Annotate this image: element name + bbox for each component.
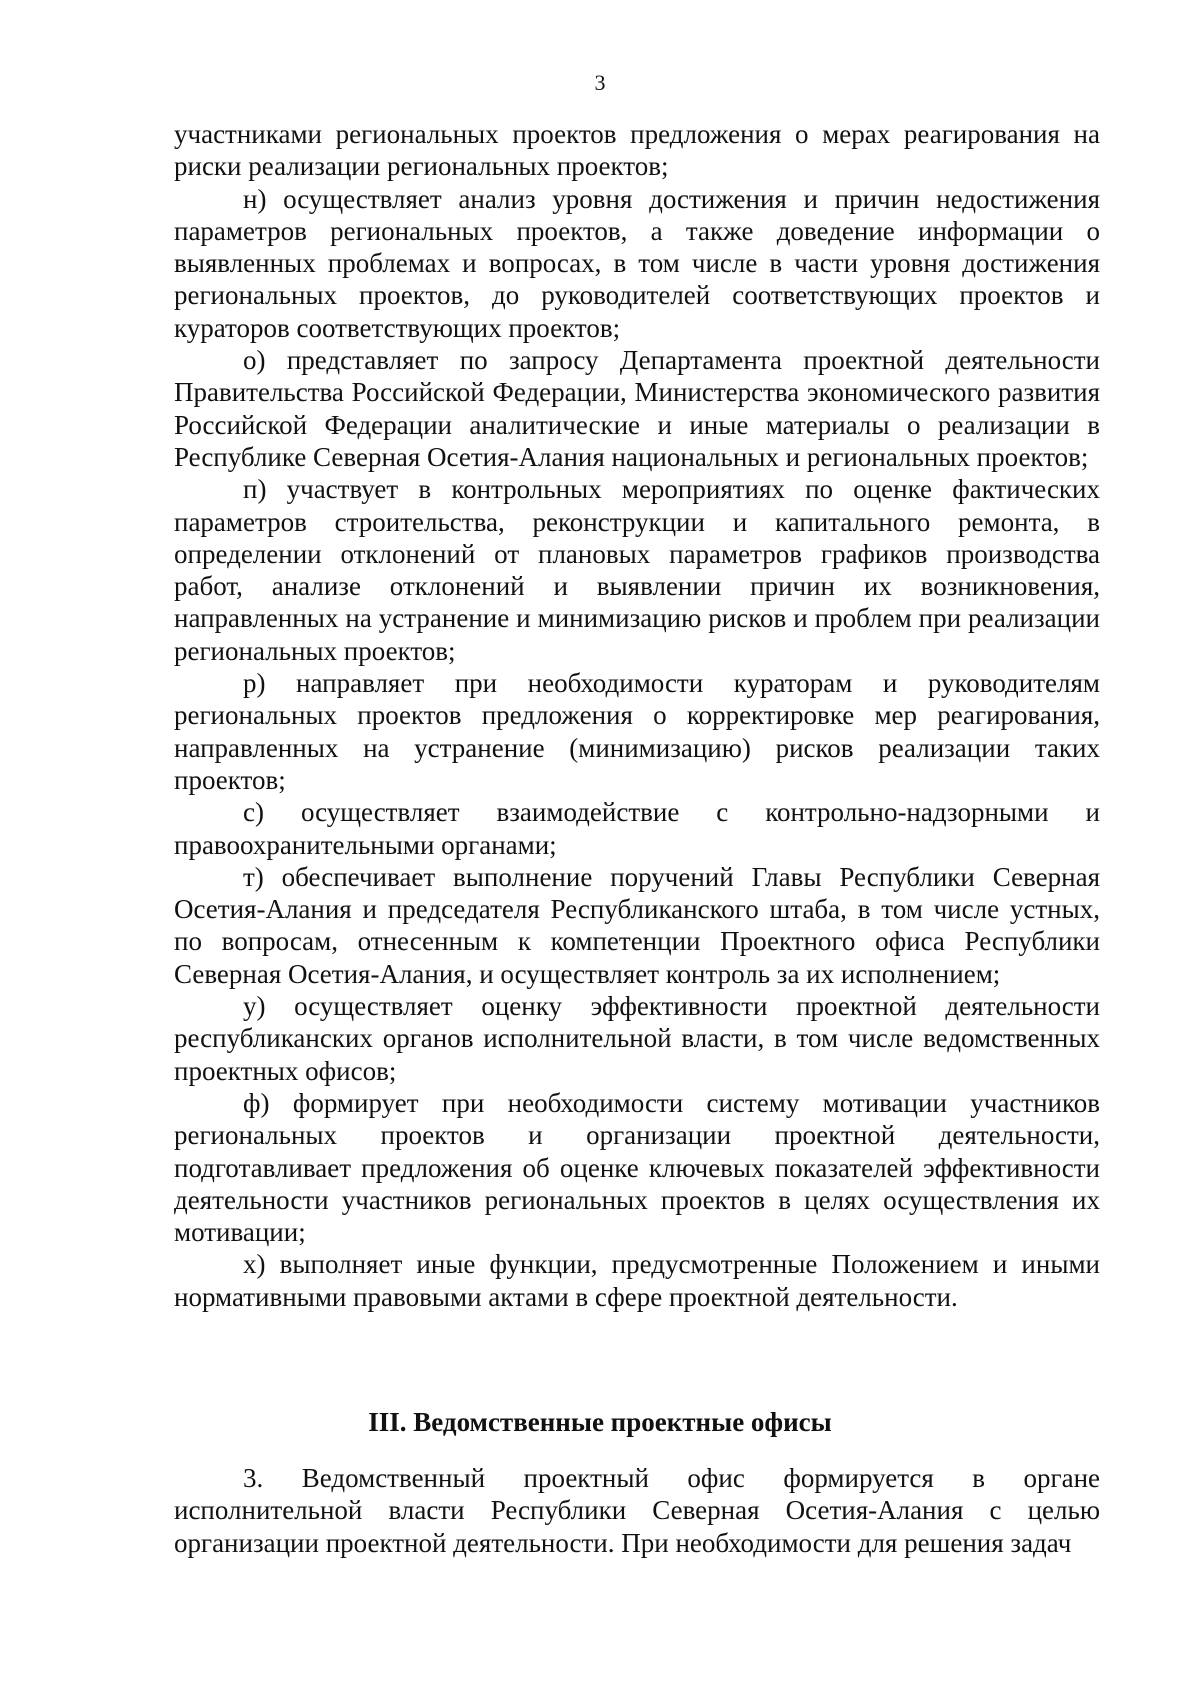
section-heading: III. Ведомственные проектные офисы (368, 1407, 832, 1437)
section-body (174, 1462, 1100, 1559)
paragraph-item-u: у) осуществляет оценку эффективности проектной деятельности республиканских органов исполнительной власти, в том числе ведомственных проектных офисов; (174, 991, 1100, 1086)
paragraph-item-f: ф) формирует при необходимости систему мотивации участников региональных проектов и организации проектной деятельности, подготавливает предложения об оценке ключевых показателей эффективности деятельности участников региональных проектов в целях осуществления их мотивации; (174, 1087, 1100, 1248)
paragraph-point-3: 3. Ведомственный проектный офис формируется в органе исполнительной власти Республики Северная Осетия-Алания с целью организации проектной деятельности. При необходимости для решения задач (174, 1463, 1100, 1558)
paragraph-item-s: с) осуществляет взаимодействие с контрольно-надзорными и правоохранительными органами; (174, 797, 1100, 860)
paragraph-item-r: р) направляет при необходимости кураторам и руководителям региональных проектов предложения о корректировке мер реагирования, направленных на устранение (минимизацию) рисков реализации таких проектов; (174, 668, 1100, 795)
paragraph-item-n: н) осуществляет анализ уровня достижения и причин недостижения параметров региональных проектов, а также доведение информации о выявленных проблемах и вопросах, в том числе в части уровня достижения региональных проектов, до руководителей соответствующих проектов и кураторов соответствующих проектов; (174, 183, 1100, 343)
paragraph-item-p: п) участвует в контрольных мероприятиях по оценке фактических параметров строительства, реконструкции и капитального ремонта, в определении отклонений от плановых параметров графиков производства работ, анализе отклонений и выявлении причин их возникновения, направленных на устранение и минимизацию рисков и проблем при реализации региональных проектов; (174, 474, 1100, 666)
paragraph-item-t: т) обеспечивает выполнение поручений Главы Республики Северная Осетия-Алания и председателя Республиканского штаба, в том числе устных, по вопросам, отнесенным к компетенции Проектного офиса Республики Северная Осетия-Алания, и осуществляет контроль за их исполнением; (174, 861, 1100, 989)
functions-list (174, 118, 1100, 1313)
paragraph-item-h: х) выполняет иные функции, предусмотренные Положением и иными нормативными правовыми актами в сфере проектной деятельности. (174, 1249, 1100, 1312)
page-number: 3 (594, 70, 606, 95)
paragraph-item-o: о) представляет по запросу Департамента проектной деятельности Правительства Российской Федерации, Министерства экономического развития Российской Федерации аналитические и иные материалы о реализации в Республике Северная Осетия-Алания национальных и региональных проектов; (174, 345, 1100, 472)
paragraph-continuation: участниками региональных проектов предложения о мерах реагирования на риски реализации региональных проектов; (174, 119, 1100, 182)
